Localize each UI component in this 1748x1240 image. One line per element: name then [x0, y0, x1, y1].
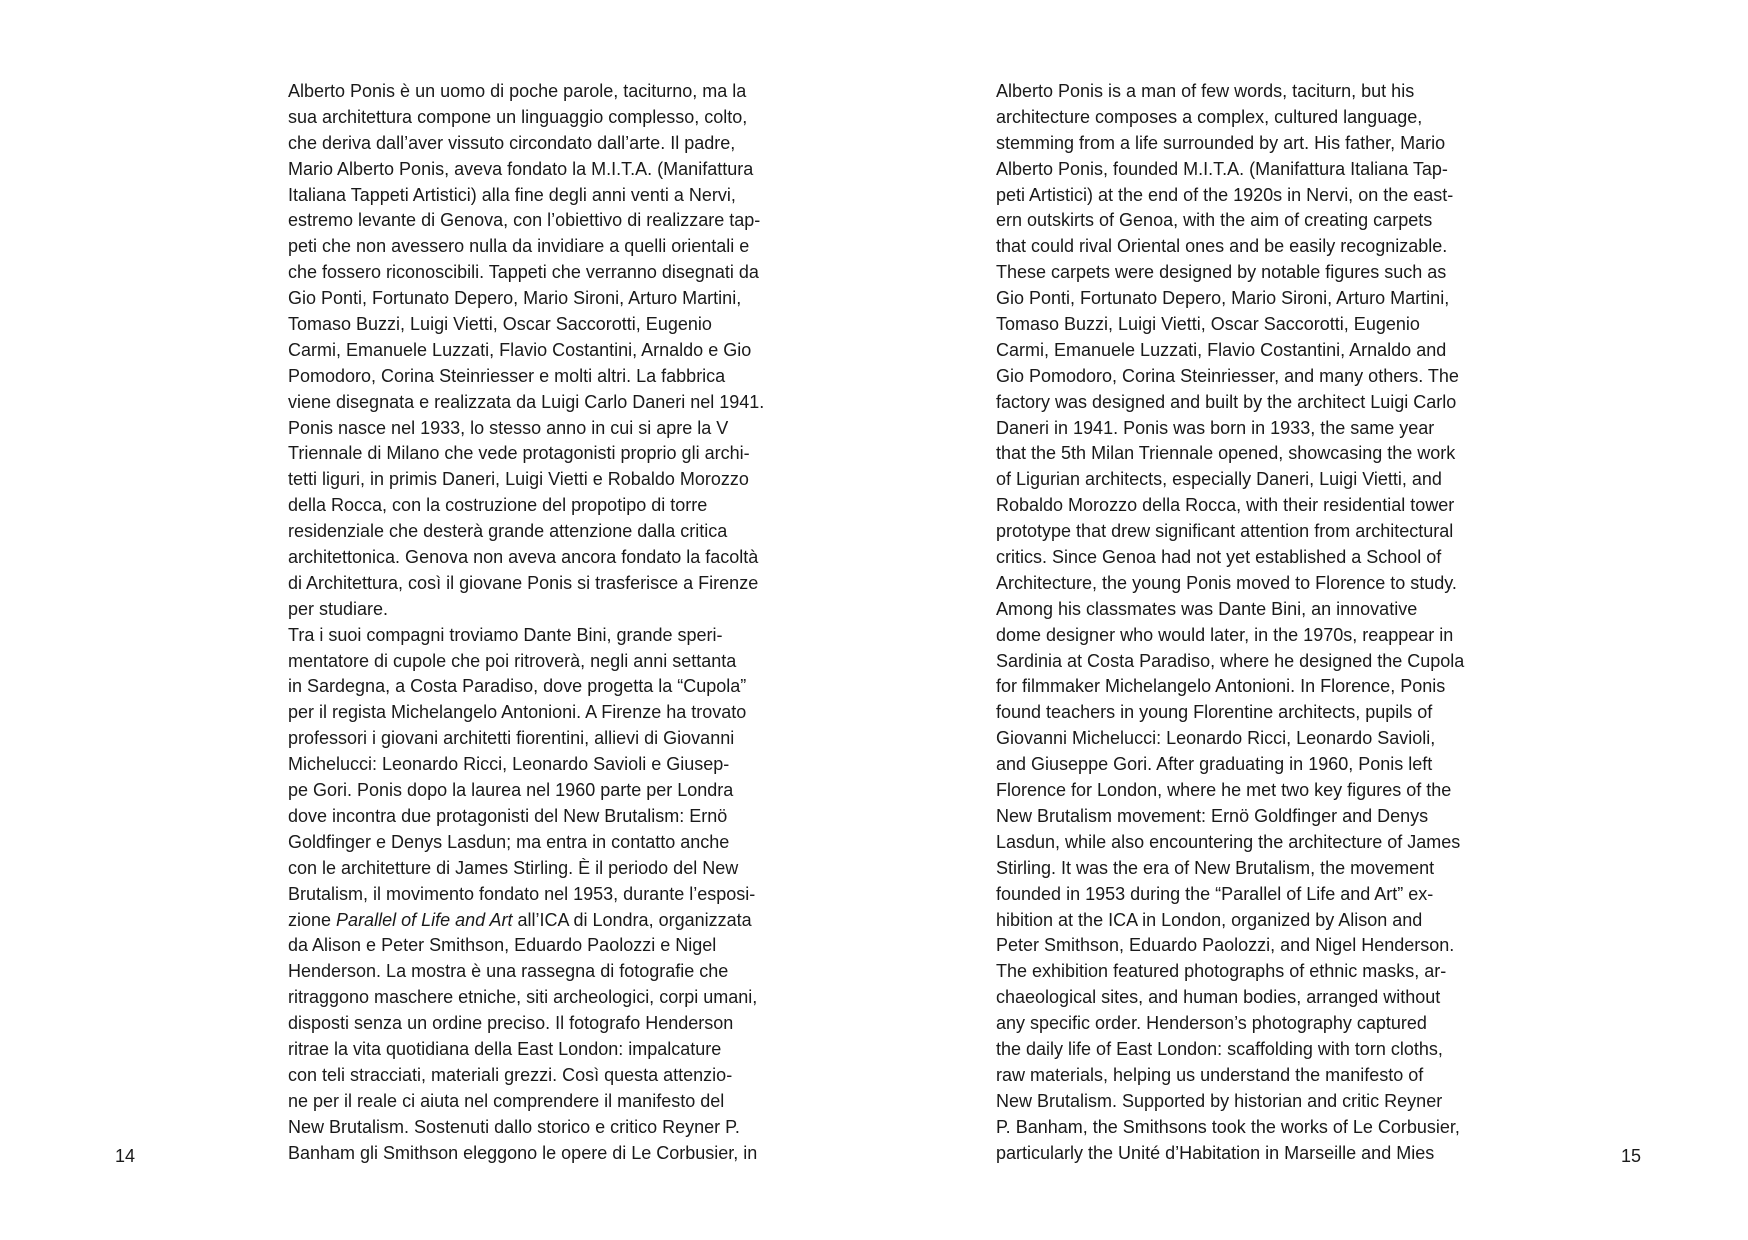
text-line: New Brutalism movement: Ernö Goldfinger and Denys: [996, 805, 1429, 826]
text-line: and Giuseppe Gori. After graduating in 1960, Ponis left: [996, 754, 1433, 775]
text-line: Alberto Ponis is a man of few words, taciturn, but his: [996, 81, 1415, 101]
text-line: pe Gori. Ponis dopo la laurea nel 1960 parte per Londra: [288, 780, 734, 801]
text-line: Pomodoro, Corina Steinriesser e molti altri. La fabbrica: [288, 365, 726, 386]
text-line: P. Banham, the Smithsons took the works of Le Corbusier,: [996, 1116, 1460, 1137]
text-line: critics. Since Genoa had not yet established a School of: [996, 547, 1442, 568]
text-line: tetti liguri, in primis Daneri, Luigi Vietti e Robaldo Morozzo: [288, 469, 749, 490]
text-line: Mario Alberto Ponis, aveva fondato la M.I.T.A. (Manifattura: [288, 158, 754, 179]
text-line: prototype that drew significant attention from architectural: [996, 521, 1454, 542]
text-line: Tomaso Buzzi, Luigi Vietti, Oscar Saccorotti, Eugenio: [288, 314, 712, 335]
text-line: Sardinia at Costa Paradiso, where he designed the Cupola: [996, 650, 1465, 671]
text-line: peti che non avessero nulla da invidiare a quelli orientali e: [288, 236, 750, 257]
text-line: founded in 1953 during the “Parallel of Life and Art” ex-: [996, 883, 1434, 904]
text-line: New Brutalism. Sostenuti dallo storico e critico Reyner P.: [288, 1116, 740, 1137]
text-line: Italiana Tappeti Artistici) alla fine degli anni venti a Nervi,: [288, 184, 736, 205]
text-line: con le architetture di James Stirling. È il periodo del New: [288, 857, 739, 878]
text-line: Among his classmates was Dante Bini, an innovative: [996, 598, 1418, 619]
text-line: di Architettura, così il giovane Ponis si trasferisce a Firenze: [288, 572, 759, 593]
text-line: The exhibition featured photographs of ethnic masks, ar-: [996, 961, 1447, 982]
text-line: per il regista Michelangelo Antonioni. A Firenze ha trovato: [288, 702, 747, 723]
text-line: Robaldo Morozzo della Rocca, with their residential tower: [996, 495, 1455, 516]
text-line: Daneri in 1941. Ponis was born in 1933, the same year: [996, 417, 1435, 438]
text-line: hibition at the ICA in London, organized by Alison and: [996, 909, 1423, 930]
text-line: Goldfinger e Denys Lasdun; ma entra in contatto anche: [288, 831, 730, 852]
text-line: ritraggono maschere etniche, siti archeologici, corpi umani,: [288, 987, 758, 1008]
text-line: per studiare.: [288, 598, 389, 619]
text-line: Florence for London, where he met two key figures of the: [996, 780, 1452, 801]
text-line: that the 5th Milan Triennale opened, showcasing the work: [996, 443, 1456, 464]
text-line: peti Artistici) at the end of the 1920s in Nervi, on the east-: [996, 184, 1454, 205]
text-line: raw materials, helping us understand the manifesto of: [996, 1064, 1424, 1085]
text-line: dome designer who would later, in the 1970s, reappear in: [996, 624, 1454, 645]
text-line: Gio Ponti, Fortunato Depero, Mario Sironi, Arturo Martini,: [288, 288, 742, 309]
text-line: della Rocca, con la costruzione del propotipo di torre: [288, 495, 708, 516]
text-line: Tra i suoi compagni troviamo Dante Bini, grande speri-: [288, 624, 723, 645]
text-line: estremo levante di Genova, con l’obiettivo di realizzare tap-: [288, 210, 761, 231]
text-line: Ponis nasce nel 1933, lo stesso anno in cui si apre la V: [288, 417, 729, 438]
text-line: Michelucci: Leonardo Ricci, Leonardo Savioli e Giusep-: [288, 754, 730, 775]
page-number-right: 15: [1621, 1146, 1642, 1166]
text-line: ern outskirts of Genoa, with the aim of creating carpets: [996, 210, 1433, 231]
text-line: Lasdun, while also encountering the architecture of James: [996, 831, 1461, 852]
text-line: che fossero riconoscibili. Tappeti che verranno disegnati da: [288, 262, 759, 283]
text-line: any specific order. Henderson’s photography captured: [996, 1013, 1427, 1034]
text-line: Banham gli Smithson eleggono le opere di Le Corbusier, in: [288, 1142, 758, 1163]
text-line: for filmmaker Michelangelo Antonioni. In Florence, Ponis: [996, 676, 1446, 697]
text-line: sua architettura compone un linguaggio complesso, colto,: [288, 106, 748, 127]
text-line: con teli stracciati, materiali grezzi. Così questa attenzio-: [288, 1064, 733, 1085]
text-line: the daily life of East London: scaffolding with torn cloths,: [996, 1038, 1443, 1059]
text-line: ritrae la vita quotidiana della East London: impalcature: [288, 1038, 722, 1059]
text-line: viene disegnata e realizzata da Luigi Carlo Daneri nel 1941.: [288, 391, 765, 412]
text-line: da Alison e Peter Smithson, Eduardo Paolozzi e Nigel: [288, 935, 717, 956]
text-line: Tomaso Buzzi, Luigi Vietti, Oscar Saccorotti, Eugenio: [996, 314, 1420, 335]
english-text-column: [996, 79, 1516, 1166]
text-line: Alberto Ponis, founded M.I.T.A. (Manifattura Italiana Tap-: [996, 158, 1448, 179]
text-line: Giovanni Michelucci: Leonardo Ricci, Leonardo Savioli,: [996, 728, 1436, 749]
italian-text-column: [288, 79, 808, 1166]
text-line: Architecture, the young Ponis moved to Florence to study.: [996, 572, 1457, 593]
text-line: Gio Ponti, Fortunato Depero, Mario Sironi, Arturo Martini,: [996, 288, 1450, 309]
text-line: Carmi, Emanuele Luzzati, Flavio Costantini, Arnaldo and: [996, 339, 1447, 360]
italic-title: Parallel of Life and Art: [336, 909, 513, 930]
text-line: disposti senza un ordine preciso. Il fotografo Henderson: [288, 1013, 734, 1034]
text-line: Henderson. La mostra è una rassegna di fotografie che: [288, 961, 729, 982]
text-line: of Ligurian architects, especially Daneri, Luigi Vietti, and: [996, 469, 1442, 490]
text-line: particularly the Unité d’Habitation in Marseille and Mies: [996, 1142, 1435, 1163]
text-line: mentatore di cupole che poi ritroverà, negli anni settanta: [288, 650, 737, 671]
text-line: New Brutalism. Supported by historian and critic Reyner: [996, 1090, 1443, 1111]
text-line: dove incontra due protagonisti del New Brutalism: Ernö: [288, 805, 728, 826]
text-line: Stirling. It was the era of New Brutalism, the movement: [996, 857, 1435, 878]
text-line: residenziale che desterà grande attenzione dalla critica: [288, 521, 728, 542]
text-line: architecture composes a complex, cultured language,: [996, 106, 1423, 127]
text-line: chaeological sites, and human bodies, arranged without: [996, 987, 1441, 1008]
text-line: Triennale di Milano che vede protagonisti proprio gli archi-: [288, 443, 750, 464]
text-line: ne per il reale ci aiuta nel comprendere il manifesto del: [288, 1090, 725, 1111]
text-line: Carmi, Emanuele Luzzati, Flavio Costantini, Arnaldo e Gio: [288, 339, 752, 360]
text-line: stemming from a life surrounded by art. His father, Mario: [996, 132, 1446, 153]
text-line: che deriva dall’aver vissuto circondato dall’arte. Il padre,: [288, 132, 736, 153]
text-line: Alberto Ponis è un uomo di poche parole, taciturno, ma la: [288, 81, 747, 101]
text-line: Brutalism, il movimento fondato nel 1953, durante l’esposi-: [288, 883, 756, 904]
text-line: in Sardegna, a Costa Paradiso, dove progetta la “Cupola”: [288, 676, 747, 697]
text-line: Gio Pomodoro, Corina Steinriesser, and many others. The: [996, 365, 1459, 386]
text-line: professori i giovani architetti fiorentini, allievi di Giovanni: [288, 728, 735, 749]
text-line: These carpets were designed by notable figures such as: [996, 262, 1447, 283]
text-line: factory was designed and built by the architect Luigi Carlo: [996, 391, 1457, 412]
text-line: architettonica. Genova non aveva ancora fondato la facoltà: [288, 547, 759, 568]
text-line: zione Parallel of Life and Art all’ICA di Londra, organizzata: [288, 909, 752, 930]
page-number-left: 14: [115, 1146, 136, 1166]
text-line: found teachers in young Florentine architects, pupils of: [996, 702, 1433, 723]
text-line: Peter Smithson, Eduardo Paolozzi, and Nigel Henderson.: [996, 935, 1455, 956]
text-line: that could rival Oriental ones and be easily recognizable.: [996, 236, 1448, 257]
